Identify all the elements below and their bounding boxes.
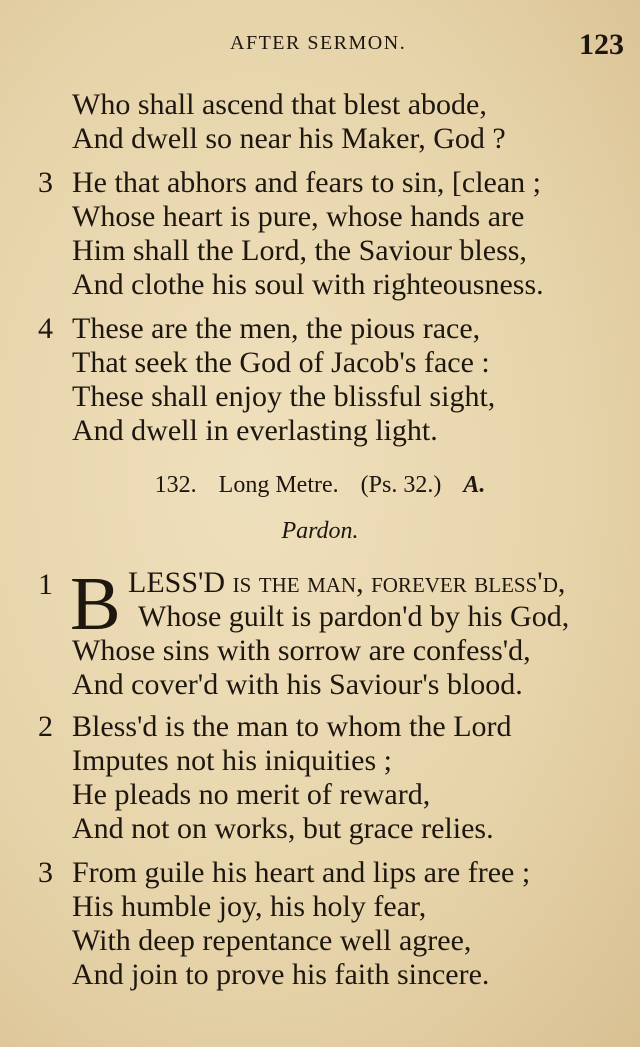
hymn-number: 132. — [154, 472, 197, 498]
drop-cap: B — [70, 562, 121, 646]
verse-line: He that abhors and fears to sin, [clean ; — [72, 166, 541, 199]
hymn-title: Pardon. — [281, 518, 359, 544]
verse-line: From guile his heart and lips are free ; — [72, 856, 531, 889]
stanza-number: 2 — [38, 710, 53, 743]
verse-line: Bless'd is the man to whom the Lord — [72, 710, 512, 743]
tune-letter: A. — [463, 472, 486, 498]
verse-line: And dwell in everlasting light. — [72, 414, 438, 447]
page-header — [0, 28, 640, 61]
psalm-reference: (Ps. 32.) — [360, 472, 442, 498]
hymn-heading — [0, 472, 640, 499]
stanza-number: 1 — [38, 568, 53, 601]
verse-line: And join to prove his faith sincere. — [72, 958, 490, 991]
hymn-meter: Long Metre. — [218, 472, 339, 498]
verse-line: These are the men, the pious race, — [72, 312, 481, 345]
verse-line: And cover'd with his Saviour's blood. — [72, 668, 523, 701]
verse-line: These shall enjoy the blissful sight, — [72, 380, 496, 413]
running-head: AFTER SERMON. — [230, 32, 407, 54]
verse-line: Whose heart is pure, whose hands are — [72, 200, 525, 233]
verse-line: Imputes not his iniquities ; — [72, 744, 392, 777]
stanza-number: 3 — [38, 166, 53, 199]
verse-line: Whose guilt is pardon'd by his God, — [138, 600, 570, 633]
verse-line: LESS'D is the man, forever bless'd, — [128, 566, 566, 599]
verse-line: And not on works, but grace relies. — [72, 812, 494, 845]
verse-line: Whose sins with sorrow are confess'd, — [72, 634, 531, 667]
stanza-number: 3 — [38, 856, 53, 889]
verse-line: And clothe his soul with righteousness. — [72, 268, 544, 301]
verse-line: With deep repentance well agree, — [72, 924, 472, 957]
verse-line: And dwell so near his Maker, God ? — [72, 122, 506, 155]
page-number: 123 — [579, 28, 624, 61]
stanza-number: 4 — [38, 312, 53, 345]
verse-line: That seek the God of Jacob's face : — [72, 346, 490, 379]
verse-line: Who shall ascend that blest abode, — [72, 88, 487, 121]
verse-line: Him shall the Lord, the Saviour bless, — [72, 234, 527, 267]
verse-line: He pleads no merit of reward, — [72, 778, 431, 811]
verse-line: His humble joy, his holy fear, — [72, 890, 427, 923]
